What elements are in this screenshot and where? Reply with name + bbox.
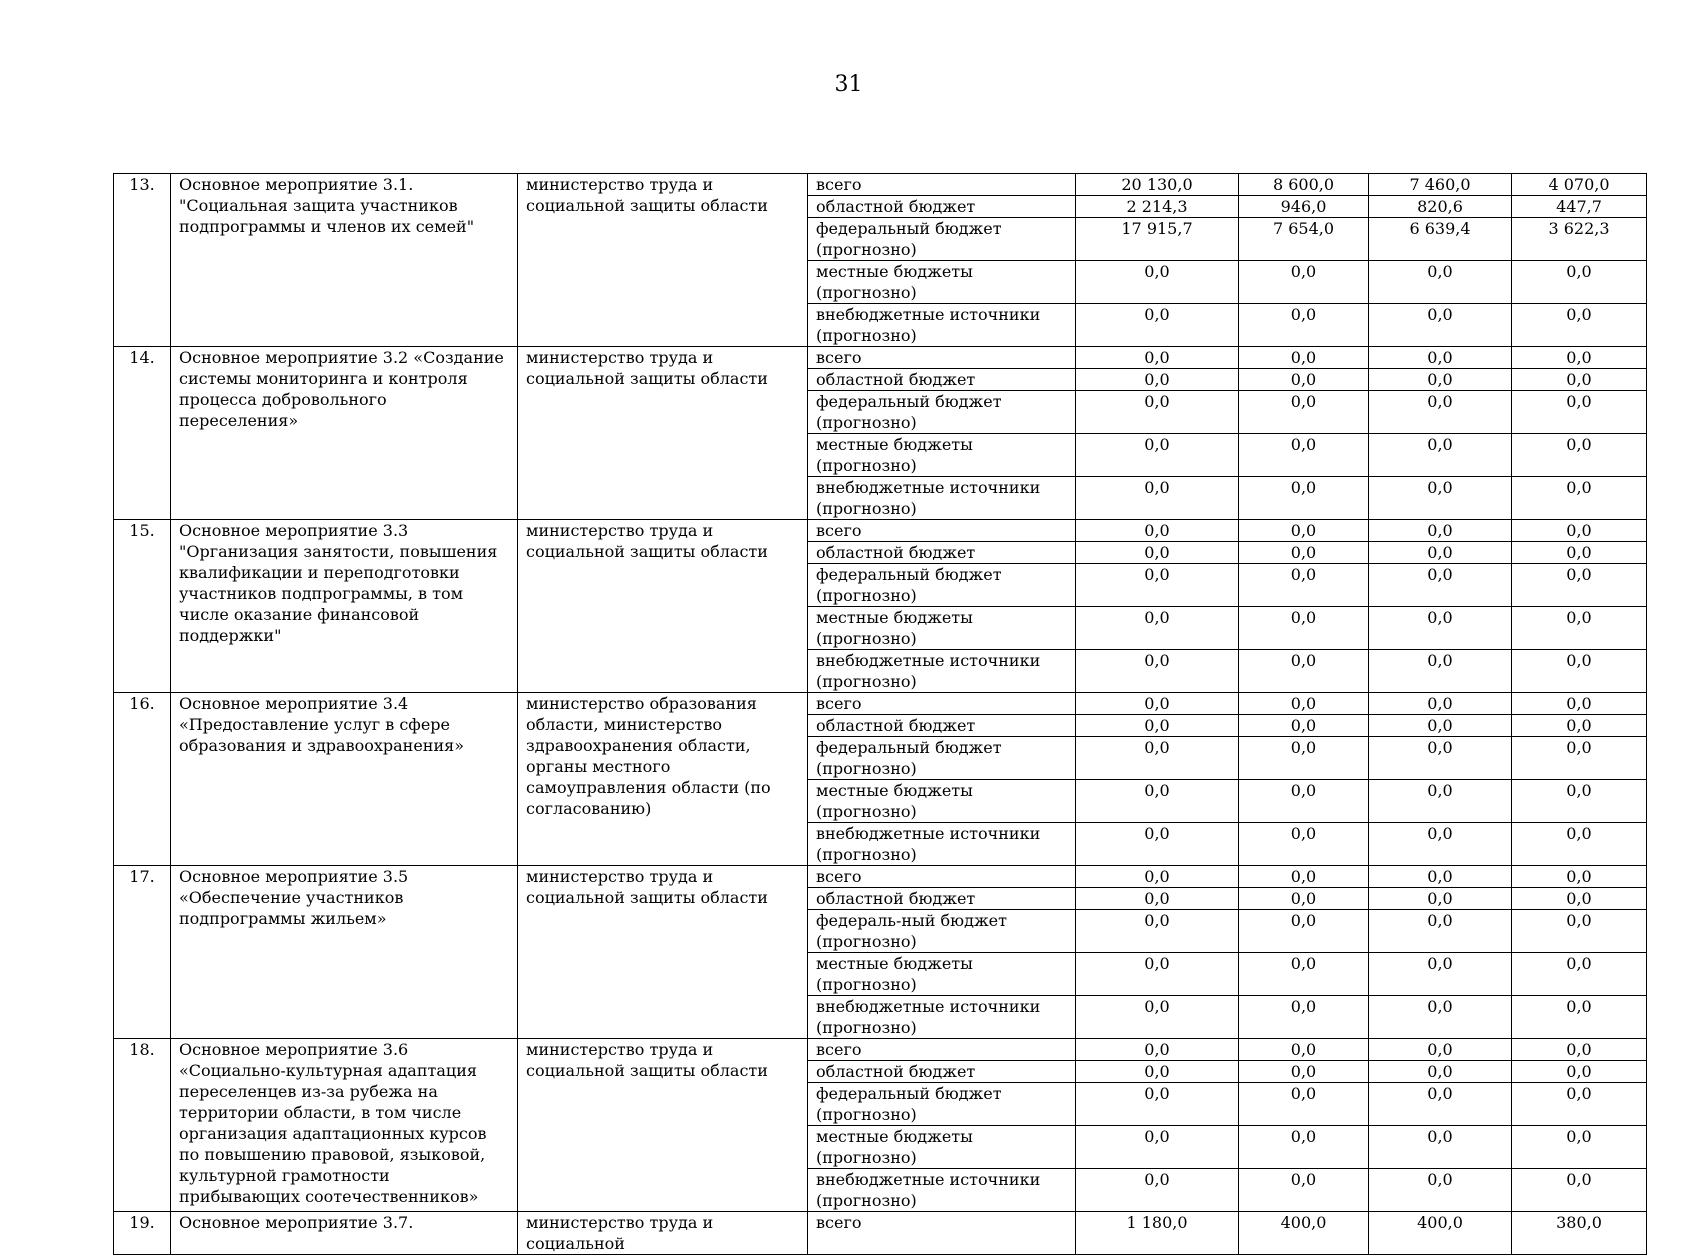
amount-cell: 0,0 [1512, 823, 1647, 866]
amount-cell: 0,0 [1512, 369, 1647, 391]
amount-cell: 0,0 [1369, 737, 1512, 780]
amount-cell: 0,0 [1369, 1126, 1512, 1169]
executor: министерство труда и социальной защиты области [518, 866, 808, 1039]
executor: министерство труда и социальной [518, 1212, 808, 1255]
amount-cell: 0,0 [1076, 693, 1239, 715]
amount-cell: 0,0 [1369, 866, 1512, 888]
funding-source: всего [808, 1212, 1076, 1255]
amount-cell: 0,0 [1076, 347, 1239, 369]
amount-cell: 0,0 [1369, 434, 1512, 477]
funding-source: местные бюджеты (прогнозно) [808, 953, 1076, 996]
funding-source: областной бюджет [808, 888, 1076, 910]
amount-cell: 0,0 [1239, 542, 1369, 564]
budget-table [113, 173, 1647, 1255]
amount-cell: 0,0 [1239, 737, 1369, 780]
amount-cell: 0,0 [1239, 477, 1369, 520]
amount-cell: 0,0 [1076, 650, 1239, 693]
amount-cell: 0,0 [1239, 607, 1369, 650]
table-row [114, 1039, 1647, 1061]
row-number: 15. [114, 520, 171, 693]
amount-cell: 0,0 [1076, 520, 1239, 542]
amount-cell: 0,0 [1512, 866, 1647, 888]
amount-cell: 0,0 [1369, 693, 1512, 715]
amount-cell: 0,0 [1076, 434, 1239, 477]
funding-source: местные бюджеты (прогнозно) [808, 607, 1076, 650]
funding-source: федеральный бюджет (прогнозно) [808, 391, 1076, 434]
amount-cell: 0,0 [1512, 1061, 1647, 1083]
amount-cell: 0,0 [1512, 910, 1647, 953]
amount-cell: 0,0 [1076, 369, 1239, 391]
amount-cell: 2 214,3 [1076, 196, 1239, 218]
amount-cell: 0,0 [1076, 823, 1239, 866]
amount-cell: 0,0 [1076, 1061, 1239, 1083]
row-number: 16. [114, 693, 171, 866]
amount-cell: 0,0 [1369, 304, 1512, 347]
amount-cell: 3 622,3 [1512, 218, 1647, 261]
amount-cell: 0,0 [1076, 391, 1239, 434]
row-number: 19. [114, 1212, 171, 1255]
amount-cell: 0,0 [1239, 996, 1369, 1039]
amount-cell: 0,0 [1369, 823, 1512, 866]
measure-name: Основное мероприятие 3.7. [171, 1212, 518, 1255]
measure-name: Основное мероприятие 3.1. "Социальная защита участников подпрограммы и членов их семей" [171, 174, 518, 347]
amount-cell: 0,0 [1512, 520, 1647, 542]
funding-source: местные бюджеты (прогнозно) [808, 1126, 1076, 1169]
amount-cell: 8 600,0 [1239, 174, 1369, 196]
amount-cell: 0,0 [1239, 391, 1369, 434]
measure-name: Основное мероприятие 3.6 «Социально-культурная адаптация переселенцев из-за рубежа на территории области, в том числе организация адаптационных курсов по повышению правовой, языковой, культурной грамотности прибывающих соотечественников» [171, 1039, 518, 1212]
amount-cell: 0,0 [1239, 866, 1369, 888]
funding-source: областной бюджет [808, 369, 1076, 391]
funding-source: внебюджетные источники (прогнозно) [808, 823, 1076, 866]
funding-source: федеральный бюджет (прогнозно) [808, 1083, 1076, 1126]
executor: министерство образования области, министерство здравоохранения области, органы местного самоуправления области (по согласованию) [518, 693, 808, 866]
amount-cell: 0,0 [1076, 996, 1239, 1039]
amount-cell: 0,0 [1076, 780, 1239, 823]
amount-cell: 0,0 [1512, 780, 1647, 823]
amount-cell: 0,0 [1512, 996, 1647, 1039]
table-row [114, 520, 1647, 542]
row-number: 14. [114, 347, 171, 520]
amount-cell: 0,0 [1512, 693, 1647, 715]
amount-cell: 17 915,7 [1076, 218, 1239, 261]
amount-cell: 0,0 [1369, 953, 1512, 996]
amount-cell: 0,0 [1512, 650, 1647, 693]
amount-cell: 0,0 [1239, 953, 1369, 996]
amount-cell: 7 460,0 [1369, 174, 1512, 196]
funding-source: внебюджетные источники (прогнозно) [808, 650, 1076, 693]
amount-cell: 0,0 [1076, 953, 1239, 996]
table-row [114, 866, 1647, 888]
amount-cell: 0,0 [1512, 715, 1647, 737]
amount-cell: 0,0 [1076, 910, 1239, 953]
funding-source: местные бюджеты (прогнозно) [808, 780, 1076, 823]
amount-cell: 0,0 [1369, 369, 1512, 391]
amount-cell: 0,0 [1239, 261, 1369, 304]
executor: министерство труда и социальной защиты области [518, 520, 808, 693]
table-row [114, 347, 1647, 369]
funding-source: областной бюджет [808, 542, 1076, 564]
amount-cell: 0,0 [1512, 1126, 1647, 1169]
amount-cell: 0,0 [1239, 434, 1369, 477]
funding-source: всего [808, 174, 1076, 196]
amount-cell: 0,0 [1512, 391, 1647, 434]
amount-cell: 0,0 [1369, 715, 1512, 737]
amount-cell: 0,0 [1369, 347, 1512, 369]
amount-cell: 0,0 [1076, 1126, 1239, 1169]
amount-cell: 0,0 [1369, 996, 1512, 1039]
amount-cell: 0,0 [1076, 304, 1239, 347]
amount-cell: 0,0 [1512, 1169, 1647, 1212]
amount-cell: 0,0 [1369, 1039, 1512, 1061]
amount-cell: 0,0 [1239, 888, 1369, 910]
executor: министерство труда и социальной защиты области [518, 1039, 808, 1212]
amount-cell: 380,0 [1512, 1212, 1647, 1255]
funding-source: всего [808, 866, 1076, 888]
amount-cell: 0,0 [1512, 347, 1647, 369]
funding-source: всего [808, 347, 1076, 369]
amount-cell: 0,0 [1239, 1126, 1369, 1169]
executor: министерство труда и социальной защиты области [518, 174, 808, 347]
amount-cell: 400,0 [1239, 1212, 1369, 1255]
funding-source: федеральный бюджет (прогнозно) [808, 737, 1076, 780]
amount-cell: 0,0 [1076, 542, 1239, 564]
amount-cell: 4 070,0 [1512, 174, 1647, 196]
amount-cell: 0,0 [1076, 1039, 1239, 1061]
amount-cell: 0,0 [1076, 261, 1239, 304]
amount-cell: 0,0 [1239, 1061, 1369, 1083]
amount-cell: 0,0 [1076, 1169, 1239, 1212]
funding-source: местные бюджеты (прогнозно) [808, 261, 1076, 304]
funding-source: всего [808, 693, 1076, 715]
funding-source: областной бюджет [808, 715, 1076, 737]
amount-cell: 0,0 [1369, 888, 1512, 910]
amount-cell: 0,0 [1512, 304, 1647, 347]
funding-source: внебюджетные источники (прогнозно) [808, 996, 1076, 1039]
amount-cell: 0,0 [1076, 888, 1239, 910]
amount-cell: 820,6 [1369, 196, 1512, 218]
table-row [114, 1212, 1647, 1255]
funding-source: местные бюджеты (прогнозно) [808, 434, 1076, 477]
amount-cell: 0,0 [1512, 564, 1647, 607]
amount-cell: 0,0 [1512, 1039, 1647, 1061]
amount-cell: 0,0 [1512, 261, 1647, 304]
amount-cell: 0,0 [1239, 369, 1369, 391]
funding-source: федеральный бюджет (прогнозно) [808, 564, 1076, 607]
measure-name: Основное мероприятие 3.2 «Создание системы мониторинга и контроля процесса добровольного переселения» [171, 347, 518, 520]
row-number: 13. [114, 174, 171, 347]
amount-cell: 0,0 [1369, 477, 1512, 520]
amount-cell: 0,0 [1512, 434, 1647, 477]
amount-cell: 0,0 [1369, 650, 1512, 693]
amount-cell: 447,7 [1512, 196, 1647, 218]
amount-cell: 0,0 [1076, 607, 1239, 650]
amount-cell: 0,0 [1512, 607, 1647, 650]
amount-cell: 0,0 [1239, 715, 1369, 737]
amount-cell: 0,0 [1512, 888, 1647, 910]
measure-name: Основное мероприятие 3.4 «Предоставление услуг в сфере образования и здравоохранения» [171, 693, 518, 866]
amount-cell: 20 130,0 [1076, 174, 1239, 196]
amount-cell: 0,0 [1076, 866, 1239, 888]
amount-cell: 0,0 [1239, 910, 1369, 953]
executor: министерство труда и социальной защиты области [518, 347, 808, 520]
funding-source: областной бюджет [808, 196, 1076, 218]
funding-source: федераль-ный бюджет (прогнозно) [808, 910, 1076, 953]
amount-cell: 400,0 [1369, 1212, 1512, 1255]
funding-source: всего [808, 520, 1076, 542]
funding-source: внебюджетные источники (прогнозно) [808, 304, 1076, 347]
amount-cell: 0,0 [1239, 693, 1369, 715]
measure-name: Основное мероприятие 3.5 «Обеспечение участников подпрограммы жильем» [171, 866, 518, 1039]
amount-cell: 0,0 [1512, 953, 1647, 996]
table-row [114, 693, 1647, 715]
amount-cell: 0,0 [1239, 1083, 1369, 1126]
amount-cell: 0,0 [1369, 391, 1512, 434]
amount-cell: 0,0 [1369, 542, 1512, 564]
amount-cell: 0,0 [1239, 564, 1369, 607]
funding-source: областной бюджет [808, 1061, 1076, 1083]
funding-source: федеральный бюджет (прогнозно) [808, 218, 1076, 261]
funding-source: внебюджетные источники (прогнозно) [808, 1169, 1076, 1212]
table-row [114, 174, 1647, 196]
amount-cell: 0,0 [1076, 715, 1239, 737]
amount-cell: 0,0 [1239, 304, 1369, 347]
amount-cell: 0,0 [1076, 564, 1239, 607]
amount-cell: 0,0 [1076, 477, 1239, 520]
funding-source: внебюджетные источники (прогнозно) [808, 477, 1076, 520]
amount-cell: 0,0 [1369, 607, 1512, 650]
amount-cell: 0,0 [1369, 564, 1512, 607]
amount-cell: 0,0 [1369, 520, 1512, 542]
amount-cell: 0,0 [1369, 1169, 1512, 1212]
amount-cell: 0,0 [1239, 347, 1369, 369]
amount-cell: 0,0 [1076, 1083, 1239, 1126]
amount-cell: 0,0 [1369, 261, 1512, 304]
amount-cell: 0,0 [1239, 823, 1369, 866]
row-number: 17. [114, 866, 171, 1039]
row-number: 18. [114, 1039, 171, 1212]
amount-cell: 1 180,0 [1076, 1212, 1239, 1255]
amount-cell: 0,0 [1512, 477, 1647, 520]
amount-cell: 6 639,4 [1369, 218, 1512, 261]
amount-cell: 946,0 [1239, 196, 1369, 218]
measure-name: Основное мероприятие 3.3 "Организация занятости, повышения квалификации и переподготовки участников подпрограммы, в том числе оказание финансовой поддержки" [171, 520, 518, 693]
amount-cell: 0,0 [1239, 1039, 1369, 1061]
amount-cell: 7 654,0 [1239, 218, 1369, 261]
amount-cell: 0,0 [1369, 1083, 1512, 1126]
amount-cell: 0,0 [1369, 1061, 1512, 1083]
amount-cell: 0,0 [1239, 650, 1369, 693]
funding-source: всего [808, 1039, 1076, 1061]
amount-cell: 0,0 [1239, 520, 1369, 542]
amount-cell: 0,0 [1369, 780, 1512, 823]
amount-cell: 0,0 [1239, 1169, 1369, 1212]
amount-cell: 0,0 [1512, 1083, 1647, 1126]
amount-cell: 0,0 [1512, 737, 1647, 780]
page-number: 31 [834, 72, 863, 97]
table-body [114, 174, 1647, 1255]
amount-cell: 0,0 [1512, 542, 1647, 564]
amount-cell: 0,0 [1369, 910, 1512, 953]
amount-cell: 0,0 [1076, 737, 1239, 780]
amount-cell: 0,0 [1239, 780, 1369, 823]
